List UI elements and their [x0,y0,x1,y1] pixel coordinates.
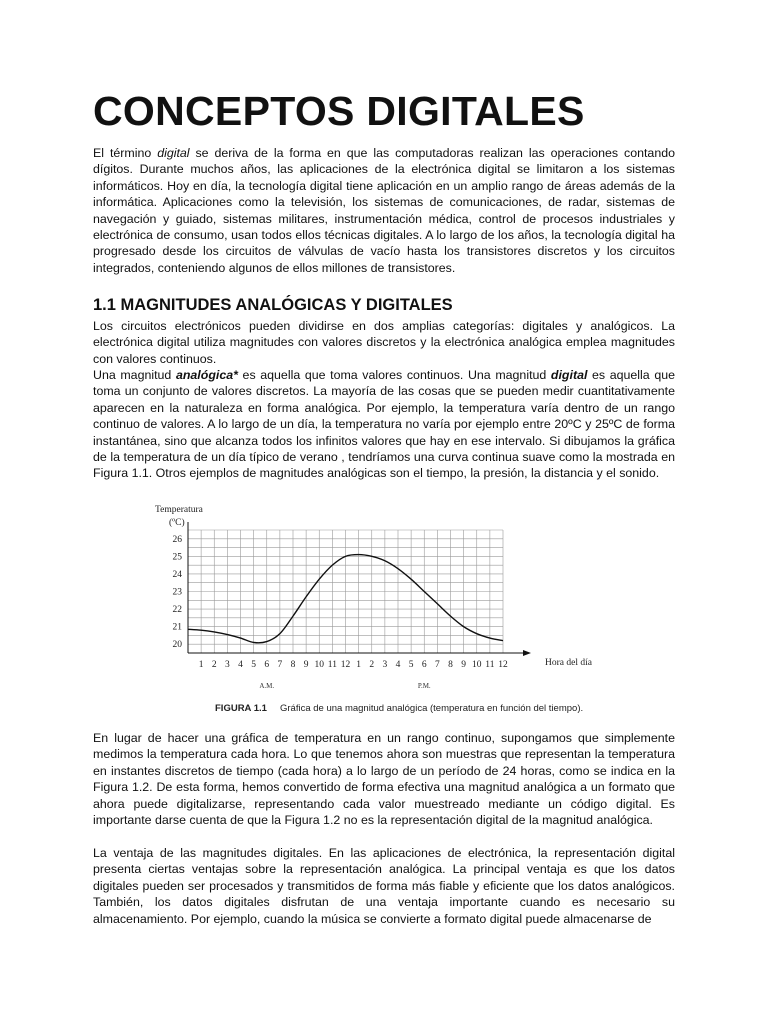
chart-axes [188,522,531,656]
x-tick-label: 2 [211,660,217,670]
figure-caption-text: Gráfica de una magnitud analógica (temperatura en función del tiempo). [280,703,584,714]
x-tick-label: 5 [251,660,256,670]
y-tick-label: 26 [172,534,182,545]
y-tick-label: 25 [172,552,182,563]
y-tick-label: 22 [172,605,182,616]
x-axis-label: Hora del día [545,658,592,668]
figure-1-1 [155,500,625,720]
x-tick-label: 1 [356,660,361,670]
x-axis-arrow [523,650,531,656]
x-tick-label: 4 [395,660,401,670]
figure-caption-number: FIGURA 1.1 [215,703,267,714]
page-title: CONCEPTOS DIGITALES [93,88,585,134]
x-tick-label: 11 [485,660,495,670]
y-axis-unit: (ºC) [169,518,185,528]
x-tick-label: 6 [421,660,427,670]
x-tick-label: 6 [264,660,270,670]
x-tick-label: 8 [290,660,296,670]
y-axis-label: Temperatura [155,505,203,515]
y-tick-label: 24 [172,569,182,580]
x-tick-label: 4 [238,660,243,670]
section-paragraph-1: Los circuitos electrónicos pueden dividirse en dos amplias categorías: digitales y analógicos. La electrónica digital utiliza magnitudes con valores discretos y la electrónica analógica emplea magnitudes con valores continuos. [93,319,675,366]
intro-text-1: El término [93,146,158,160]
x-tick-label: 9 [461,660,466,670]
x-tick-label: 9 [303,660,309,670]
section-paragraph-3: En lugar de hacer una gráfica de temperatura en un rango continuo, supongamos que simplemente medimos la temperatura cada hora. Lo que tenemos ahora son muestras que representan la temperatura en instantes discretos de tiempo (cada hora) a lo largo de un período de 24 horas, como se indica en la Figura 1.2. De esta forma, hemos convertido de forma efectiva una magnitud analógica a un formato que ahora puede digitalizarse, representando cada valor muestreado mediante un código digital. Es importante darse cuenta de que la Figura 1.2 no es la representación digital de la magnitud analógica. [93,731,675,828]
intro-emphasis-digital: digital [157,146,190,160]
y-tick-label: 20 [172,640,182,651]
intro-paragraph [93,145,675,276]
x-tick-label: 3 [225,660,230,670]
section-paragraph-2 [93,367,675,482]
x-tick-label: 7 [435,660,440,670]
x-tick-label: 7 [277,660,283,670]
section-paragraph-4: La ventaja de las magnitudes digitales. En las aplicaciones de electrónica, la representación digital presenta ciertas ventajas sobre la representación analógica. La principal ventaja es que los datos digitales pueden ser procesados y transmitidos de forma más fiable y eficiente que los datos analógicos. También, los datos digitales disfrutan de una ventaja importante cuando es necesario su almacenamiento. Por ejemplo, cuando la música se convierte a formato digital puede almacenarse de [93,846,675,926]
x-tick-label: 1 [198,660,204,670]
section-heading: 1.1 MAGNITUDES ANALÓGICAS Y DIGITALES [93,296,453,314]
x-tick-label: 2 [369,660,375,670]
x-tick-label: 11 [327,660,337,670]
y-tick-label: 23 [172,587,182,598]
p2-text-3: es aquella que toma un conjunto de valores discretos. La mayoría de las cosas que se pueden medir cuantitativamente aparecen en la naturaleza en forma analógica. Por ejemplo, la temperatura varía dentro de un rango continuo de valores. A lo largo de un día, la temperatura no varía por ejemplo entre 20ºC y 25ºC de forma instantánea, sino que alcanza todos los infinitos valores que hay en ese intervalo. Si dibujamos la gráfica de la temperatura de un día típico de verano , tendríamos una curva continua suave como la mostrada en Figura 1.1. Otros ejemplos de magnitudes analógicas son el tiempo, la presión, la distancia y el sonido. [93,368,675,481]
x-tick-label: 10 [472,660,482,670]
x-tick-label: 10 [314,660,324,670]
am-label: A.M. [259,682,275,690]
x-tick-label: 5 [408,660,414,670]
x-tick-label: 12 [498,660,508,670]
p2-text-1: Una magnitud [93,368,176,382]
x-tick-label: 12 [340,660,351,670]
x-tick-label: 8 [448,660,453,670]
chart-ticks [173,535,509,670]
temperature-chart [155,500,625,720]
y-tick-label: 21 [172,622,182,633]
p2-emphasis-digital: digital [550,368,588,382]
x-tick-label: 3 [382,660,388,670]
intro-text-2: se deriva de la forma en que las computadoras realizan las operaciones contando dígitos. Durante muchos años, las aplicaciones de la electrónica digital se limitaron a los sistemas informáticos. Hoy en día, la tecnología digital tiene aplicación en un amplio rango de áreas además de la informática. Aplicaciones como la televisión, los sistemas de comunicaciones, de radar, sistemas de navegación y guiado, sistemas militares, instrumentación médica, control de procesos industriales y electrónica de consumo, usan todos ellos técnicas digitales. A lo largo de los años, la tecnología digital ha progresado desde los circuitos de válvulas de vacío hasta los transistores discretos y los circuitos integrados, conteniendo algunos de ellos millones de transistores. [93,146,675,275]
p2-emphasis-analogica: analógica* [175,368,238,382]
pm-label: P.M. [417,682,431,690]
chart-grid [188,530,503,653]
p2-text-2: es aquella que toma valores continuos. Una magnitud [237,368,551,382]
